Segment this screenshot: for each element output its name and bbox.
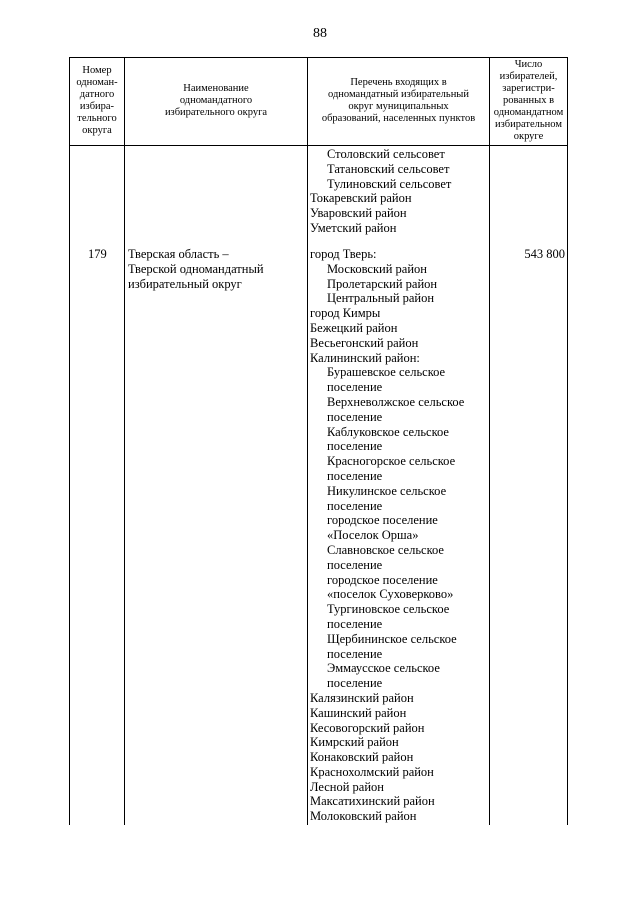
table-border-right — [567, 57, 568, 825]
list-item: Татановский сельсовет — [327, 161, 450, 176]
list-item: поселение — [327, 557, 383, 572]
list-item: город Кимры — [310, 306, 381, 321]
list-item: Бурашевское сельское — [327, 365, 446, 380]
list-item: поселение — [327, 646, 383, 661]
district-number: 179 — [88, 247, 107, 261]
district-voters-count: 543 800 — [524, 247, 565, 261]
list-item: поселение — [327, 409, 383, 424]
list-item: Кесовогорский район — [310, 720, 425, 735]
list-item: поселение — [327, 468, 383, 483]
districts-table — [69, 57, 568, 825]
list-item: Каблуковское сельское — [327, 424, 449, 439]
district-name-line: Тверская область – — [128, 247, 229, 261]
district-localities-list — [310, 247, 464, 824]
header-voters-text: Число избирателей, зарегистри- рованных в одномандатном избирательном округе — [493, 59, 564, 142]
list-item: Калязинский район — [310, 690, 414, 705]
column-divider-1 — [124, 57, 125, 825]
list-item: поселение — [327, 676, 383, 691]
list-item: поселение — [327, 616, 383, 631]
header-divider — [69, 145, 568, 146]
list-item: Тулиновский сельсовет — [327, 176, 452, 191]
list-item: Щербининское сельское — [327, 631, 457, 646]
list-item: Краснохолмский район — [310, 764, 434, 779]
list-item: поселение — [327, 498, 383, 513]
list-item: Пролетарский район — [327, 276, 438, 291]
list-item: Максатихинский район — [310, 794, 435, 809]
header-list-text: Перечень входящих в одномандатный избирательный округ муниципальных образований, населенных пунктов — [321, 77, 476, 124]
list-item: Тургиновское сельское — [327, 602, 450, 617]
table-border-left — [69, 57, 70, 825]
page-number: 88 — [313, 26, 327, 41]
header-number — [70, 57, 124, 145]
header-voters — [490, 57, 567, 145]
list-item: Кашинский район — [310, 705, 407, 720]
list-item: Молоковский район — [310, 809, 417, 824]
column-divider-3 — [489, 57, 490, 825]
list-item: Красногорское сельское — [327, 454, 456, 469]
district-name-line: Тверской одномандатный — [128, 261, 264, 276]
header-number-text: Номер одноман- датного избира- тельного округа — [76, 65, 118, 136]
list-item: Весьегонский район — [310, 335, 419, 350]
list-item: поселение — [327, 380, 383, 395]
list-item: Конаковский район — [310, 750, 414, 765]
list-item: «поселок Суховерково» — [327, 587, 454, 602]
list-item: «Поселок Орша» — [327, 528, 419, 543]
list-item: городское поселение — [327, 572, 438, 587]
column-divider-2 — [307, 57, 308, 825]
header-list — [308, 57, 489, 145]
list-item: город Тверь: — [310, 247, 377, 261]
district-name — [128, 247, 264, 291]
list-item: Уметский район — [310, 220, 397, 235]
list-item: Никулинское сельское — [327, 483, 447, 498]
list-item: Столовский сельсовет — [327, 147, 445, 161]
list-item: Бежецкий район — [310, 320, 398, 335]
list-item: Кимрский район — [310, 735, 399, 750]
continuation-list — [310, 147, 451, 236]
header-name-text: Наименование одномандатного избирательного округа — [164, 83, 268, 118]
list-item: поселение — [327, 439, 383, 454]
list-item: Токаревский район — [310, 191, 412, 206]
list-item: Калининский район: — [310, 350, 420, 365]
list-item: Уваровский район — [310, 206, 407, 221]
district-name-line: избирательный округ — [128, 276, 242, 291]
list-item: Эммаусское сельское — [327, 661, 440, 676]
list-item: Верхневолжское сельское — [327, 394, 465, 409]
header-name — [125, 57, 307, 145]
list-item: Лесной район — [310, 779, 384, 794]
list-item: Московский район — [327, 261, 427, 276]
list-item: городское поселение — [327, 513, 438, 528]
list-item: Центральный район — [327, 291, 435, 306]
list-item: Славновское сельское — [327, 542, 444, 557]
